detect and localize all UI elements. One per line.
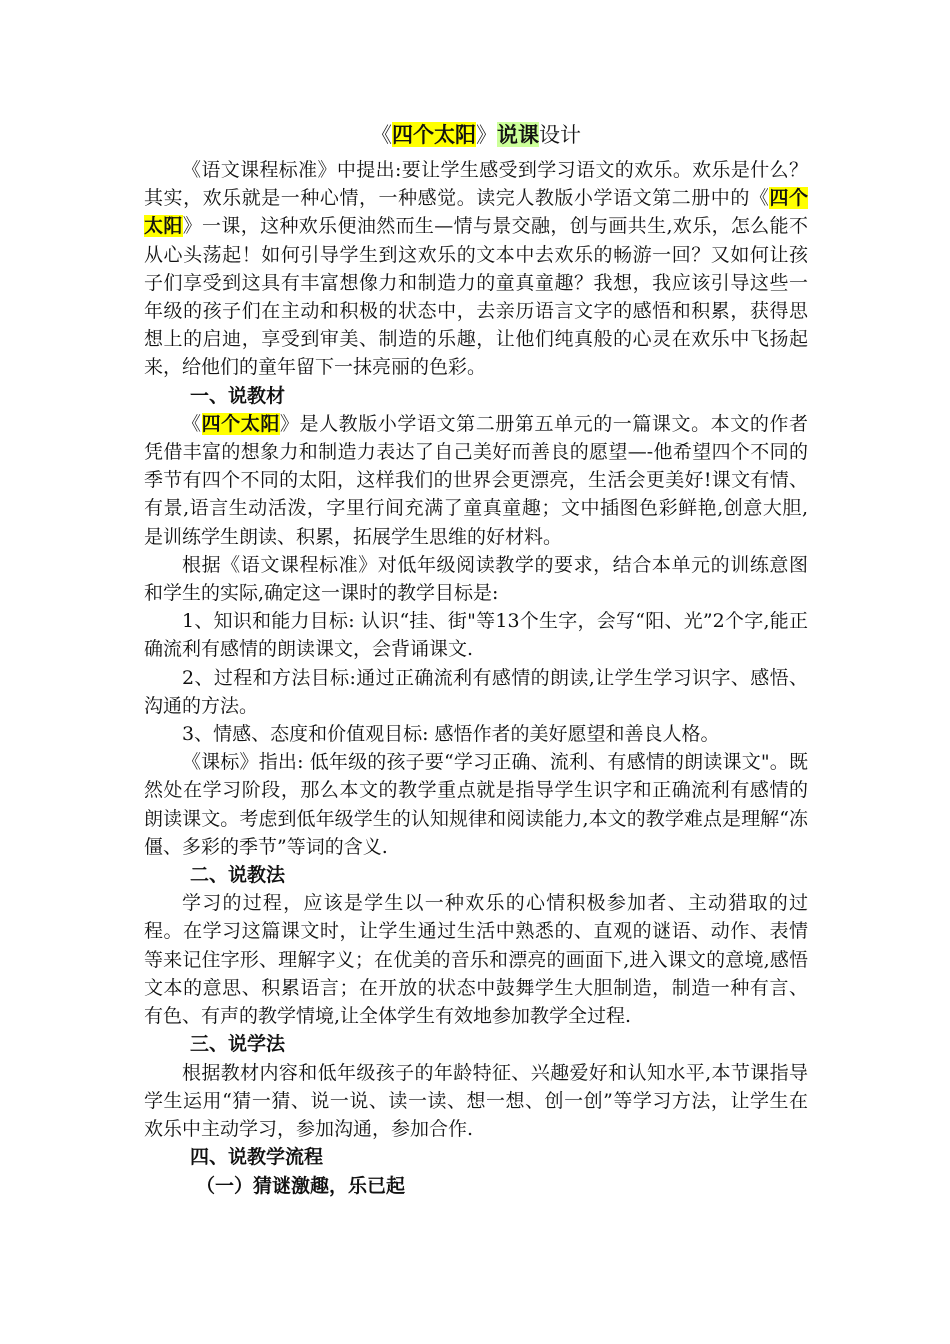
section4-subheading-1: （一）猜谜激趣，乐已起 bbox=[196, 1175, 406, 1198]
section1-highlight: 四个太阳 bbox=[201, 412, 280, 435]
section1-paragraph-2: 根据《语文课程标准》对低年级阅读教学的要求，结合本单元的训练意图和学生的实际,确定这一课时的教学目标是: bbox=[144, 553, 808, 605]
section1-paragraph-3: 《课标》指出: 低年级的孩子要“学习正确、流利、有感情的朗读课文"。既然处在学习阶段，那么本文的教学重点就是指导学生识字和正确流利有感情的朗读课文。考虑到低年级学生的认知规律和阅读能力,本文的教学难点是理解“冻僵、多彩的季节”等词的含义. bbox=[144, 751, 808, 858]
intro-text-b: 》一课，这种欢乐便油然而生—情与景交融，创与画共生,欢乐，怎么能不从心头荡起！如何引导学生到这欢乐的文本中去欢乐的畅游一回？又如何让孩子们享受到这具有丰富想像力和制造力的童真童趣？我想，我应该引导这些一年级的孩子们在主动和积极的状态中，去亲历语言文字的感悟和积累，获得思想上的启迪，享受到审美、制造的乐趣，让他们纯真般的心灵在欢乐中飞扬起来，给他们的童年留下一抹亮丽的色彩。 bbox=[144, 215, 808, 379]
goal-3: 3、情感、态度和价值观目标: 感悟作者的美好愿望和善良人格。 bbox=[182, 723, 720, 746]
title-bracket: 》 bbox=[476, 123, 497, 147]
goal-1: 1、知识和能力目标: 认识“挂、街"等13个生字，会写“阳、光”2个字,能正确流利有感情的朗读课文，会背诵课文. bbox=[144, 610, 808, 661]
title-highlight: 四个太阳 bbox=[392, 122, 476, 147]
section2-paragraph: 学习的过程，应该是学生以一种欢乐的心情积极参加者、主动猎取的过程。在学习这篇课文时，让学生通过生活中熟悉的、直观的谜语、动作、表情等来记住字形、理解字义；在优美的音乐和漂亮的画面下,进入课文的意境,感悟文本的意思、积累语言；在开放的状态中鼓舞学生大胆制造，制造一种有言、有色、有声的教学情境,让全体学生有效地参加教学全过程. bbox=[144, 892, 808, 1028]
intro-highlight: 四个太阳 bbox=[144, 187, 808, 238]
document-page bbox=[144, 118, 808, 1201]
title-rest: 设计 bbox=[539, 123, 581, 147]
section3-heading: 三、说学法 bbox=[190, 1033, 286, 1056]
title-green-highlight: 说课 bbox=[497, 122, 539, 147]
document-title bbox=[144, 118, 808, 152]
section2-heading: 二、说教法 bbox=[190, 864, 286, 887]
section1-heading: 一、说教材 bbox=[190, 384, 286, 407]
section1-text-b: 》是人教版小学语文第二册第五单元的一篇课文。本文的作者凭借丰富的想象力和制造力表达了自己美好而善良的愿望—-他希望四个不同的季节有四个不同的太阳，这样我们的世界会更漂亮，生活会更美好!课文有情、有景,语言生动活泼，字里行间充满了童真童趣；文中插图色彩鲜艳,创意大胆,是训练学生朗读、积累，拓展学生思维的好材料。 bbox=[144, 412, 808, 548]
section4-heading: 四、说教学流程 bbox=[190, 1146, 324, 1169]
section1-text-a: 《 bbox=[182, 412, 202, 435]
goal-2: 2、过程和方法目标:通过正确流利有感情的朗读,让学生学习识字、感悟、沟通的方法。 bbox=[144, 666, 808, 717]
title-prefix: 《 bbox=[371, 123, 392, 147]
section1-paragraph-1 bbox=[144, 410, 808, 551]
intro-text-a: 《语文课程标准》中提出:要让学生感受到学习语文的欢乐。欢乐是什么？其实，欢乐就是一种心情，一种感觉。读完人教版小学语文第二册中的《 bbox=[144, 159, 808, 210]
section3-paragraph: 根据教材内容和低年级孩子的年龄特征、兴趣爱好和认知水平,本节课指导学生运用“猜一猜、说一说、读一读、想一想、创一创”等学习方法，让学生在欢乐中主动学习，参加沟通，参加合作. bbox=[144, 1061, 808, 1140]
intro-paragraph bbox=[144, 156, 808, 382]
